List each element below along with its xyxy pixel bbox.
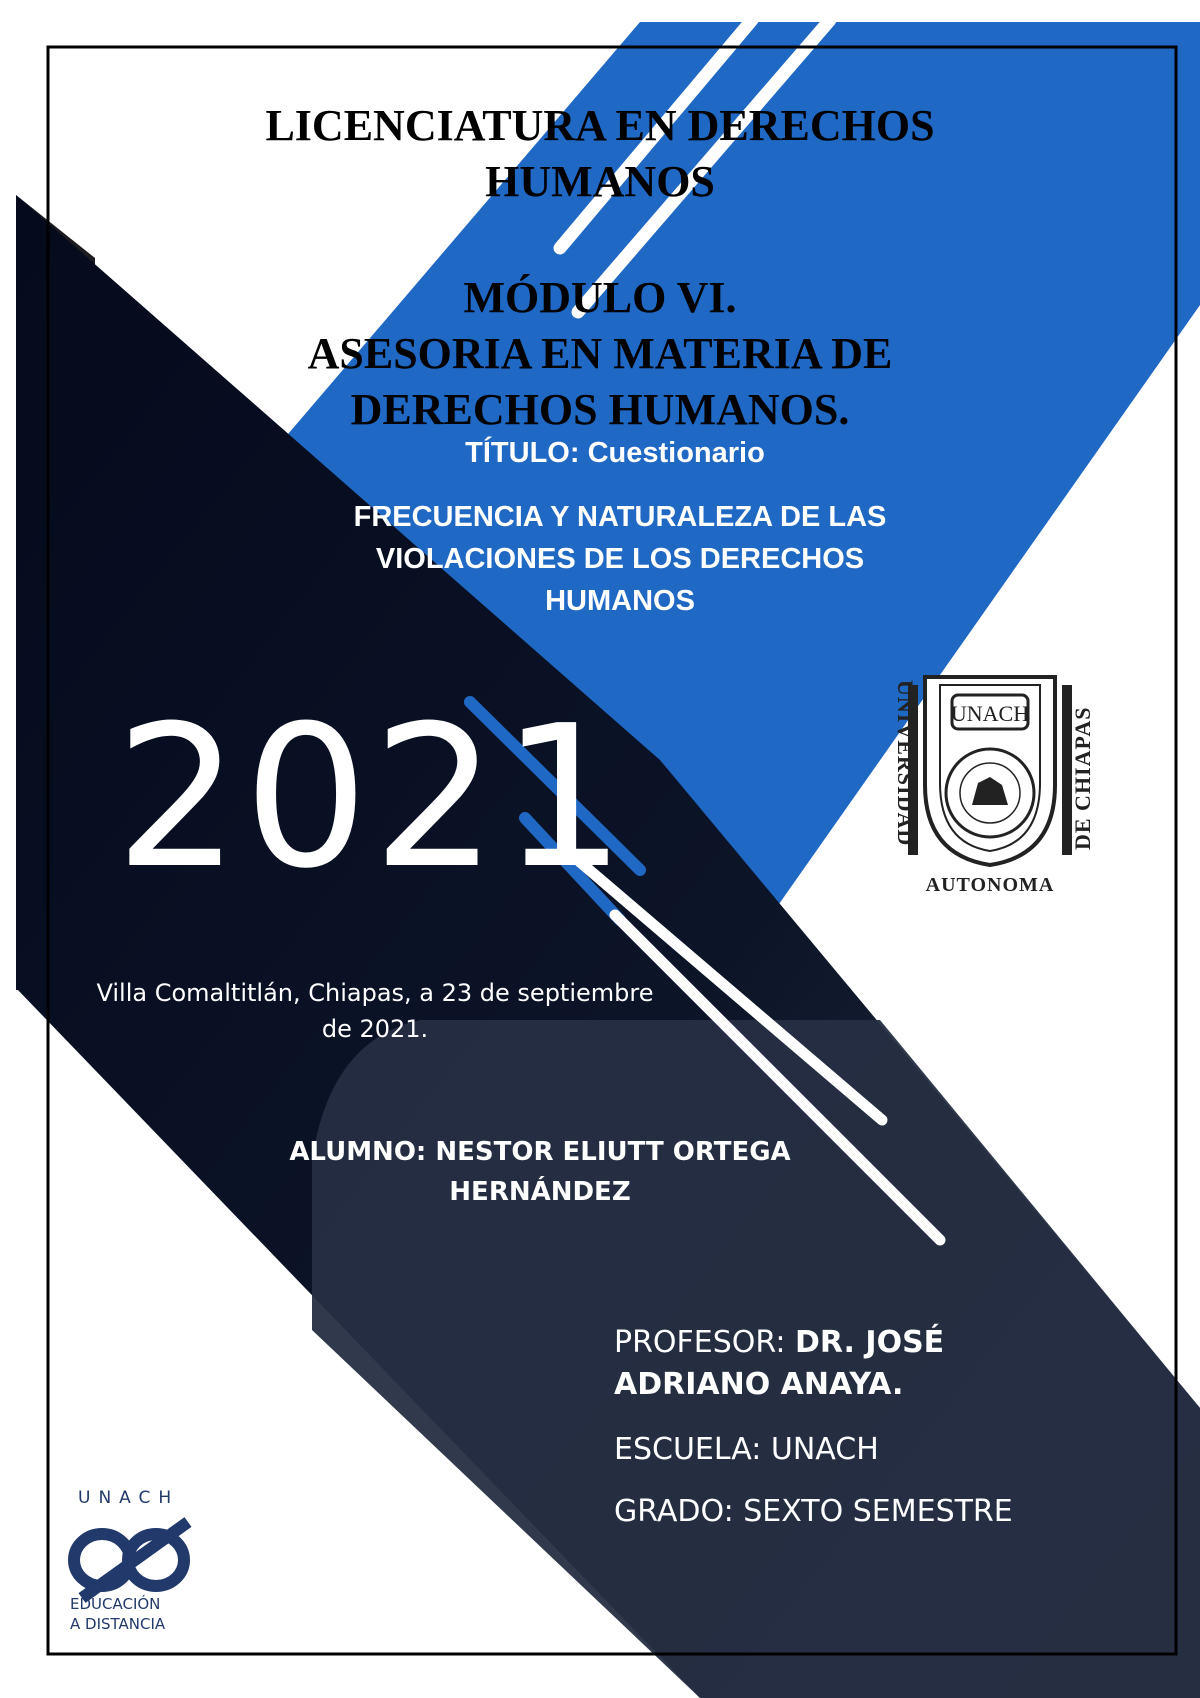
seal-right-text: DE CHIAPAS bbox=[1070, 706, 1095, 850]
education-logo-line: EDUCACIÓN bbox=[70, 1595, 161, 1613]
subject-line: HUMANOS bbox=[545, 585, 695, 617]
professor-name: ADRIANO ANAYA. bbox=[614, 1367, 904, 1402]
subject-heading bbox=[300, 496, 940, 622]
seal-left-text: UNIVERSIDAD bbox=[893, 680, 918, 847]
subject-line: FRECUENCIA Y NATURALEZA DE LAS bbox=[353, 501, 887, 533]
student-line: HERNÁNDEZ bbox=[449, 1177, 631, 1207]
seal-center-text: UNACH bbox=[950, 701, 1030, 726]
program-heading bbox=[130, 98, 1070, 210]
seal-bottom-text: AUTONOMA bbox=[925, 874, 1055, 896]
module-heading bbox=[130, 270, 1070, 438]
place-date-line: de 2021. bbox=[321, 1015, 429, 1043]
place-date bbox=[75, 975, 675, 1047]
program-line: LICENCIATURA EN DERECHOS bbox=[265, 101, 935, 150]
university-seal-logo bbox=[870, 665, 1110, 900]
student-line: ALUMNO: NESTOR ELIUTT ORTEGA bbox=[289, 1137, 791, 1167]
subject-line: VIOLACIONES DE LOS DERECHOS bbox=[375, 543, 865, 575]
education-logo-brand: UNACH bbox=[78, 1488, 180, 1508]
professor-name: DR. JOSÉ bbox=[795, 1325, 945, 1360]
year-display: 2021 bbox=[115, 684, 630, 912]
grade-info: GRADO: SEXTO SEMESTRE bbox=[614, 1494, 1013, 1529]
title-label: TÍTULO: bbox=[465, 437, 580, 469]
professor-info bbox=[614, 1322, 1134, 1406]
program-line: HUMANOS bbox=[485, 157, 715, 206]
school-info: ESCUELA: UNACH bbox=[614, 1432, 879, 1467]
professor-label: PROFESOR: bbox=[614, 1325, 786, 1360]
education-logo-line: A DISTANCIA bbox=[70, 1615, 166, 1633]
module-line: MÓDULO VI. bbox=[463, 273, 737, 322]
student-name bbox=[220, 1132, 860, 1212]
module-line: DERECHOS HUMANOS. bbox=[350, 385, 850, 434]
place-date-line: Villa Comaltitlán, Chiapas, a 23 de septiembre bbox=[96, 979, 654, 1007]
title-value: Cuestionario bbox=[587, 437, 765, 469]
title-line bbox=[360, 437, 870, 470]
module-line: ASESORIA EN MATERIA DE bbox=[307, 329, 893, 378]
